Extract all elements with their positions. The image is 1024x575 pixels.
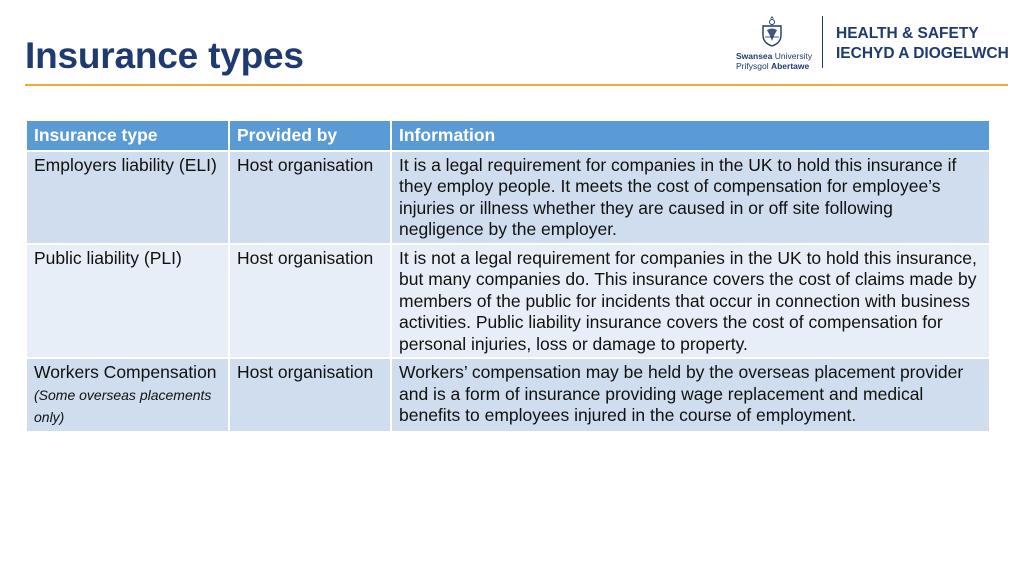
university-name-en-rest: University (772, 51, 813, 61)
column-header-provided-by: Provided by (229, 120, 391, 151)
cell-provided-by: Host organisation (229, 358, 391, 432)
column-header-information: Information (391, 120, 990, 151)
insurance-type-name: Public liability (PLI) (34, 247, 182, 268)
table-row (26, 151, 990, 244)
cell-information: Workers’ compensation may be held by the overseas placement provider and is a form of insurance providing wage replacement and medical benefits to employees injured in the course of employment. (391, 358, 990, 432)
university-name-cy-bold: Abertawe (770, 61, 810, 71)
cell-insurance-type (26, 244, 229, 359)
logo-area (733, 14, 1013, 74)
cell-provided-by: Host organisation (229, 244, 391, 359)
insurance-type-name: Employers liability (ELI) (34, 154, 217, 175)
page-title: Insurance types (25, 35, 304, 76)
insurance-type-name: Workers Compensation (34, 362, 217, 382)
university-name-en-bold: Swansea (736, 51, 773, 61)
cell-insurance-type (26, 358, 229, 432)
logo-divider (822, 16, 823, 68)
university-crest-icon (761, 15, 783, 47)
table-row (26, 244, 990, 359)
department-name (836, 24, 1009, 64)
table-header-row (26, 120, 990, 151)
insurance-table (25, 119, 991, 433)
university-name (736, 51, 812, 71)
table-row (26, 358, 990, 432)
cell-information: It is a legal requirement for companies in the UK to hold this insurance if they employ people. It meets the cost of compensation for employee’s injuries or illness whether they are caused in or off site following negligence by the employer. (391, 151, 990, 244)
cell-insurance-type (26, 151, 229, 244)
title-underline (25, 84, 1008, 86)
cell-information: It is not a legal requirement for companies in the UK to hold this insurance, but many companies do. This insurance covers the cost of claims made by members of the public for incidents that occur in connection with business activities. Public liability insurance covers the cost of compensation for personal injuries, loss or damage to property. (391, 244, 990, 359)
department-name-cy: IECHYD A DIOGELWCH (836, 45, 1009, 62)
department-name-en: HEALTH & SAFETY (836, 25, 979, 42)
university-name-cy-rest: Prifysgol (736, 61, 771, 71)
cell-provided-by: Host organisation (229, 151, 391, 244)
insurance-type-note: (Some overseas placements only) (34, 386, 212, 425)
column-header-insurance-type: Insurance type (26, 120, 229, 151)
